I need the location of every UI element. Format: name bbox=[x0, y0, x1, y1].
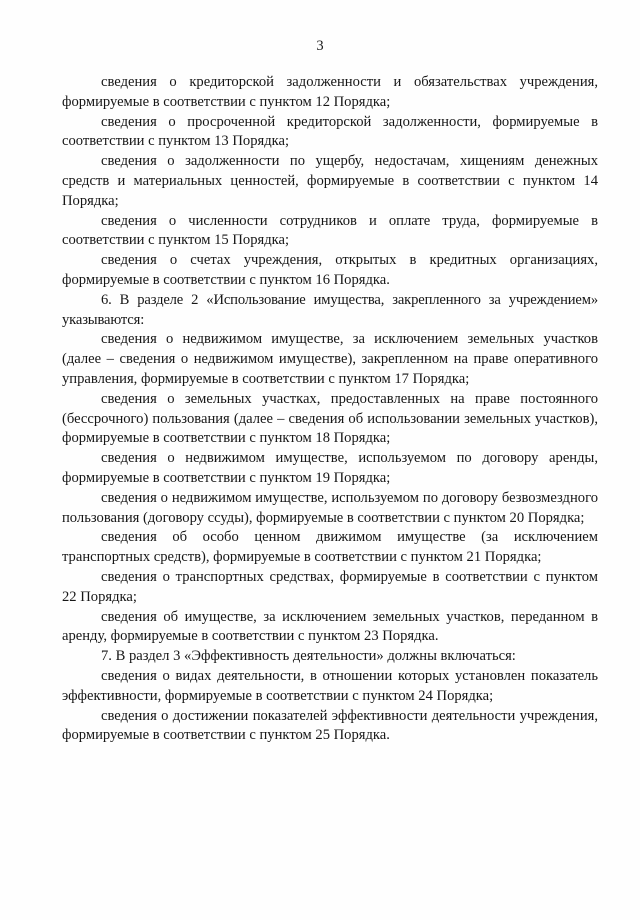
paragraph-performance-indicators: сведения о достижении показателей эффективности деятельности учреждения, формируемые в соответствии с пунктом 25 Порядка. bbox=[62, 707, 598, 744]
paragraph-lease: сведения о недвижимом имуществе, используемом по договору аренды, формируемые в соответствии с пунктом 19 Порядка; bbox=[62, 450, 598, 486]
paragraph-movable-property: сведения об особо ценном движимом имуществе (за исключением транспортных средств), формируемые в соответствии с пунктом 21 Порядка; bbox=[62, 529, 598, 566]
paragraph-vehicles: сведения о транспортных средствах, формируемые в соответствии с пунктом 22 Порядка; bbox=[62, 568, 598, 605]
paragraph-overdue-payables: сведения о просроченной кредиторской задолженности, формируемые в соответствии с пунктом 13 Порядка; bbox=[62, 113, 598, 150]
paragraph-section-3-heading: 7. В раздел 3 «Эффективность деятельности» должны включаться: bbox=[101, 648, 516, 665]
paragraph-bank-accounts: сведения о счетах учреждения, открытых в кредитных организациях, формируемые в соответствии с пунктом 16 Порядка. bbox=[62, 252, 598, 288]
paragraph-free-use: сведения о недвижимом имуществе, используемом по договору безвозмездного пользования (договору ссуды), формируемые в соответствии с пунктом 20 Порядка; bbox=[62, 489, 598, 526]
paragraph-damage-debt: сведения о задолженности по ущербу, недостачам, хищениям денежных средств и материальных ценностей, формируемые в соответствии с пунктом 14 Порядка; bbox=[62, 153, 598, 209]
paragraph-staff-count: сведения о численности сотрудников и оплате труда, формируемые в соответствии с пунктом 15 Порядка; bbox=[62, 212, 598, 249]
page-number: 3 bbox=[316, 38, 324, 54]
paragraph-land-plots: сведения о земельных участках, предоставленных на праве постоянного (бессрочного) пользования (далее – сведения об использовании земельных участков), формируемые в соответствии с пунктом 18 Порядка; bbox=[62, 390, 598, 447]
paragraph-activity-types: сведения о видах деятельности, в отношении которых установлен показатель эффективности, формируемые в соответствии с пунктом 24 Порядка; bbox=[62, 667, 598, 704]
document-body bbox=[62, 73, 598, 746]
paragraph-section-2-heading: 6. В разделе 2 «Использование имущества, закрепленного за учреждением» указываются: bbox=[62, 291, 598, 328]
paragraph-real-estate: сведения о недвижимом имуществе, за исключением земельных участков (далее – сведения о недвижимом имуществе), закрепленном на праве оперативного управления, формируемые в соответствии с пунктом 17 Порядка; bbox=[62, 331, 598, 387]
paragraph-accounts-payable: сведения о кредиторской задолженности и обязательствах учреждения, формируемые в соответствии с пунктом 12 Порядка; bbox=[62, 74, 598, 110]
paragraph-leased-out: сведения об имуществе, за исключением земельных участков, переданном в аренду, формируемые в соответствии с пунктом 23 Порядка. bbox=[62, 608, 598, 645]
